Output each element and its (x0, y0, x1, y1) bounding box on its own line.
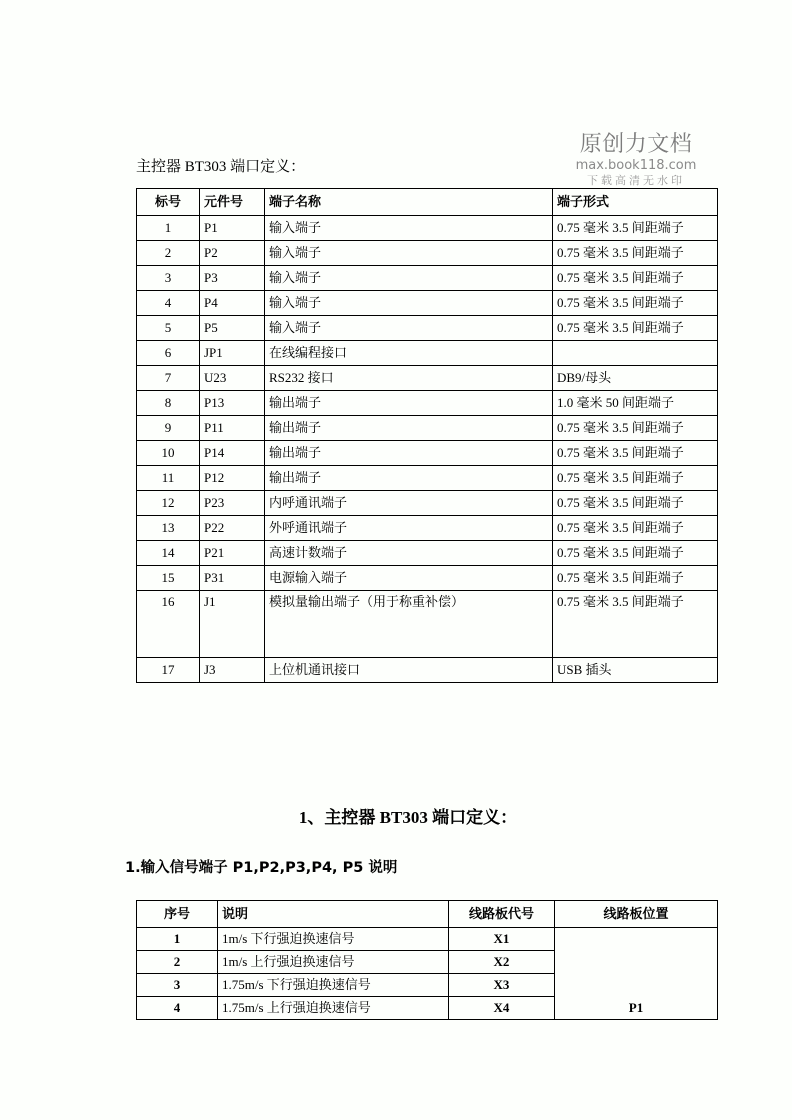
table-cell: P11 (200, 416, 265, 441)
table-cell: 0.75 毫米 3.5 间距端子 (553, 266, 718, 291)
table-cell: 3 (137, 266, 200, 291)
table-cell: 4 (137, 291, 200, 316)
table-cell: 输入端子 (265, 266, 553, 291)
table-row (137, 241, 718, 266)
table-cell: 模拟量输出端子（用于称重补偿） (265, 591, 553, 658)
table-cell: 0.75 毫米 3.5 间距端子 (553, 291, 718, 316)
table-cell: 电源输入端子 (265, 566, 553, 591)
table-row (137, 316, 718, 341)
table-row (137, 366, 718, 391)
table-cell: 0.75 毫米 3.5 间距端子 (553, 541, 718, 566)
table-cell: X3 (449, 974, 555, 997)
table-row (137, 566, 718, 591)
table-cell: 外呼通讯端子 (265, 516, 553, 541)
table-cell: 1 (137, 216, 200, 241)
table-cell: 输出端子 (265, 441, 553, 466)
table-cell: 高速计数端子 (265, 541, 553, 566)
table-cell: 0.75 毫米 3.5 间距端子 (553, 466, 718, 491)
input-signals-table-body (137, 928, 718, 1020)
table-cell: 输出端子 (265, 416, 553, 441)
table-cell: 14 (137, 541, 200, 566)
table-cell: U23 (200, 366, 265, 391)
table-cell: 输入端子 (265, 241, 553, 266)
table-cell: 0.75 毫米 3.5 间距端子 (553, 416, 718, 441)
table-cell: 5 (137, 316, 200, 341)
table-cell: USB 插头 (553, 658, 718, 683)
table-cell: 1m/s 上行强迫换速信号 (218, 951, 449, 974)
table-cell: P22 (200, 516, 265, 541)
table-row (137, 658, 718, 683)
table-cell: 1m/s 下行强迫换速信号 (218, 928, 449, 951)
table-cell: P1 (200, 216, 265, 241)
table-cell: 0.75 毫米 3.5 间距端子 (553, 566, 718, 591)
table-cell: 2 (137, 951, 218, 974)
table-cell: X2 (449, 951, 555, 974)
table-cell: J3 (200, 658, 265, 683)
table-cell: 15 (137, 566, 200, 591)
table-cell: 17 (137, 658, 200, 683)
table-cell: P14 (200, 441, 265, 466)
table-row (137, 341, 718, 366)
table-cell: 16 (137, 591, 200, 658)
watermark-url: max.book118.com (575, 158, 697, 173)
table-row (137, 928, 718, 951)
table-cell: 输入端子 (265, 316, 553, 341)
column-header-pos: 线路板位置 (555, 901, 718, 928)
table-cell: 输出端子 (265, 391, 553, 416)
table-cell: J1 (200, 591, 265, 658)
table-cell: 10 (137, 441, 200, 466)
table-row (137, 541, 718, 566)
table-cell: 4 (137, 997, 218, 1020)
table-cell (553, 341, 718, 366)
table-row (137, 416, 718, 441)
table-cell: P23 (200, 491, 265, 516)
table-cell: DB9/母头 (553, 366, 718, 391)
table-cell: X1 (449, 928, 555, 951)
table-cell: P21 (200, 541, 265, 566)
table-cell: 1.75m/s 上行强迫换速信号 (218, 997, 449, 1020)
ports-table-body (137, 216, 718, 683)
table-cell: 0.75 毫米 3.5 间距端子 (553, 216, 718, 241)
watermark (566, 134, 706, 186)
table-cell: RS232 接口 (265, 366, 553, 391)
table-cell: 内呼通讯端子 (265, 491, 553, 516)
section-heading: 1、主控器 BT303 端口定义： (298, 808, 518, 827)
watermark-brand: 原创力文档 (579, 132, 693, 157)
table-cell: 输入端子 (265, 291, 553, 316)
table-cell: P12 (200, 466, 265, 491)
board-position-cell: P1 (555, 928, 718, 1020)
table-row (137, 441, 718, 466)
table-cell: 0.75 毫米 3.5 间距端子 (553, 491, 718, 516)
column-header-name: 端子名称 (265, 189, 553, 216)
column-header-seq: 序号 (137, 901, 218, 928)
table-header-row (137, 189, 718, 216)
table-row (137, 516, 718, 541)
table-cell: P31 (200, 566, 265, 591)
table-cell: 1 (137, 928, 218, 951)
column-header-part: 元件号 (200, 189, 265, 216)
table-cell: 3 (137, 974, 218, 997)
table-cell: 12 (137, 491, 200, 516)
column-header-form: 端子形式 (553, 189, 718, 216)
table-cell: P4 (200, 291, 265, 316)
table-cell: 输入端子 (265, 216, 553, 241)
table-cell: 11 (137, 466, 200, 491)
table-cell: P3 (200, 266, 265, 291)
table-cell: 上位机通讯接口 (265, 658, 553, 683)
table-cell: 0.75 毫米 3.5 间距端子 (553, 441, 718, 466)
table-cell: 8 (137, 391, 200, 416)
table-cell: X4 (449, 997, 555, 1020)
table-cell: 13 (137, 516, 200, 541)
table-cell: P13 (200, 391, 265, 416)
table-cell: 2 (137, 241, 200, 266)
sub-heading: 1.输入信号端子 P1,P2,P3,P4, P5 说明 (125, 860, 398, 876)
table-row (137, 466, 718, 491)
table-header-row (137, 901, 718, 928)
table-cell: JP1 (200, 341, 265, 366)
table-row (137, 266, 718, 291)
table-cell: 输出端子 (265, 466, 553, 491)
table-row (137, 591, 718, 658)
table-row (137, 491, 718, 516)
column-header-code: 线路板代号 (449, 901, 555, 928)
input-signals-table (136, 900, 718, 1020)
table-cell: P2 (200, 241, 265, 266)
table-row (137, 391, 718, 416)
table-cell: P5 (200, 316, 265, 341)
watermark-tagline: 下载高清无水印 (587, 174, 685, 187)
table-cell: 9 (137, 416, 200, 441)
table-cell: 7 (137, 366, 200, 391)
page-title: 主控器 BT303 端口定义： (136, 159, 306, 175)
ports-table (136, 188, 718, 683)
column-header-no: 标号 (137, 189, 200, 216)
table-cell: 在线编程接口 (265, 341, 553, 366)
table-row (137, 216, 718, 241)
table-cell: 1.75m/s 下行强迫换速信号 (218, 974, 449, 997)
table-cell: 1.0 毫米 50 间距端子 (553, 391, 718, 416)
table-cell: 0.75 毫米 3.5 间距端子 (553, 591, 718, 658)
table-cell: 0.75 毫米 3.5 间距端子 (553, 316, 718, 341)
table-row (137, 291, 718, 316)
column-header-desc: 说明 (218, 901, 449, 928)
table-cell: 0.75 毫米 3.5 间距端子 (553, 241, 718, 266)
table-cell: 0.75 毫米 3.5 间距端子 (553, 516, 718, 541)
table-cell: 6 (137, 341, 200, 366)
